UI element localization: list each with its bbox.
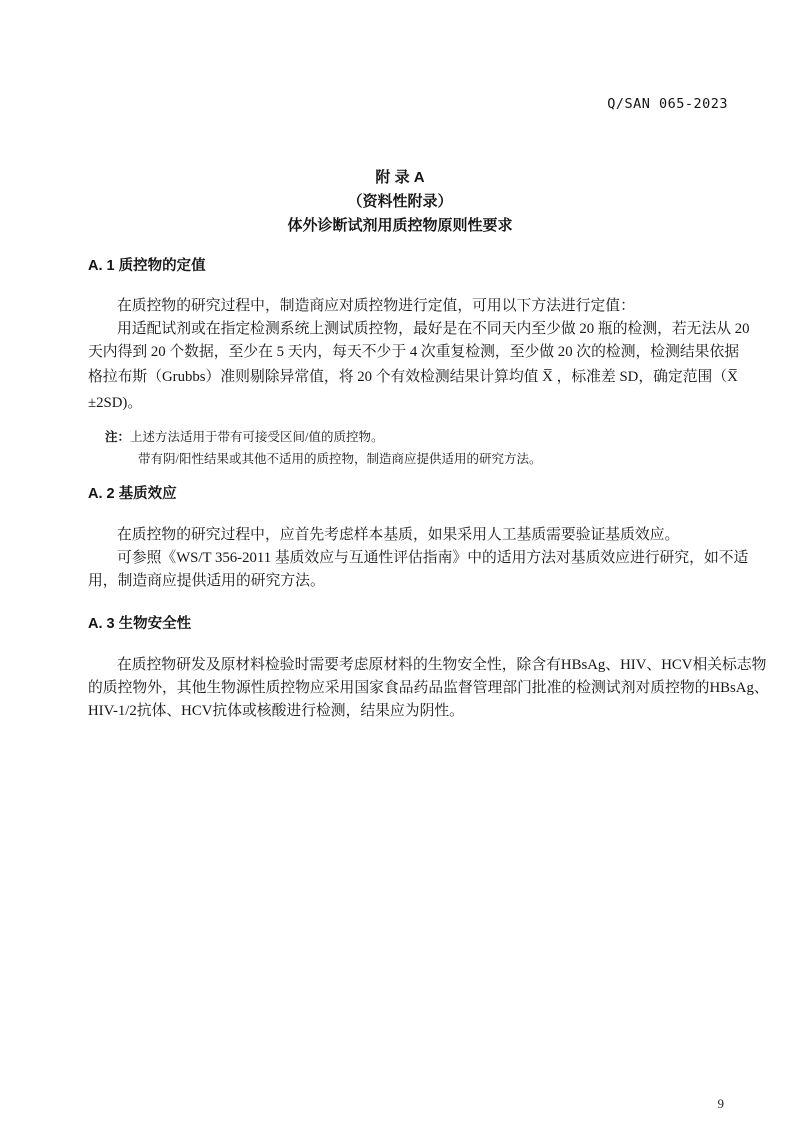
appendix-type: （资料性附录） [347,193,453,210]
paragraph-line: 在质控物的研究过程中，制造商应对质控物进行定值，可用以下方法进行定值： [117,298,635,314]
paragraph-line: HIV-1/2抗体、HCV抗体或核酸进行检测，结果应为阴性。 [88,703,464,719]
page-number: 9 [717,1096,724,1111]
heading-a2: A. 2 基质效应 [88,486,177,502]
heading-a3: A. 3 生物安全性 [88,616,192,632]
a2-paragraph-2 [88,547,749,593]
a1-paragraph-2 [88,318,750,416]
appendix-label: 附 录 A [375,169,425,186]
appendix-title-block [0,166,800,238]
paragraph-line: 用，制造商应提供适用的研究方法。 [88,573,325,589]
paragraph-line: 用适配试剂或在指定检测系统上测试质控物，最好是在不同天内至少做 20 瓶的检测，若无法从 20 [117,321,750,337]
doc-number: Q/SAN 065-2023 [607,96,728,112]
paragraph-line: 在质控物的研究过程中，应首先考虑样本基质，如果采用人工基质需要验证基质效应。 [117,527,680,543]
paragraph-line-formula: ±2SD)。 [88,395,143,411]
note-line: 带有阴/阳性结果或其他不适用的质控物，制造商应提供适用的研究方法。 [138,452,542,466]
heading-a1: A. 1 质控物的定值 [88,258,206,274]
paragraph-line: 在质控物研发及原材料检验时需要考虑原材料的生物安全性，除含有HBsAg、HIV、HCV相关标志物 [117,657,767,673]
paragraph-line-formula: 格拉布斯（Grubbs）准则剔除异常值，将 20 个有效检测结果计算均值 X̅ ，标准差 SD，确定范围（X̅ [88,369,738,385]
a3-paragraph [88,654,769,723]
appendix-name: 体外诊断试剂用质控物原则性要求 [287,217,513,234]
note-text: 上述方法适用于带有可接受区间/值的质控物。 [130,430,384,444]
a2-paragraph-1 [88,524,733,547]
paragraph-line: 的质控物外，其他生物源性质控物应采用国家食品药品监督管理部门批准的检测试剂对质控物的HBsAg、 [88,680,769,696]
paragraph-line: 天内得到 20 个数据，至少在 5 天内，每天不少于 4 次重复检测，至少做 20 次的检测，检测结果依据 [88,344,740,360]
paragraph-line: 可参照《WS/T 356-2011 基质效应与互通性评估指南》中的适用方法对基质效应进行研究，如不适 [117,550,749,566]
a1-paragraph-1 [88,295,733,318]
a1-note [105,426,725,470]
note-label: 注： [105,430,131,444]
note-line [105,426,725,448]
